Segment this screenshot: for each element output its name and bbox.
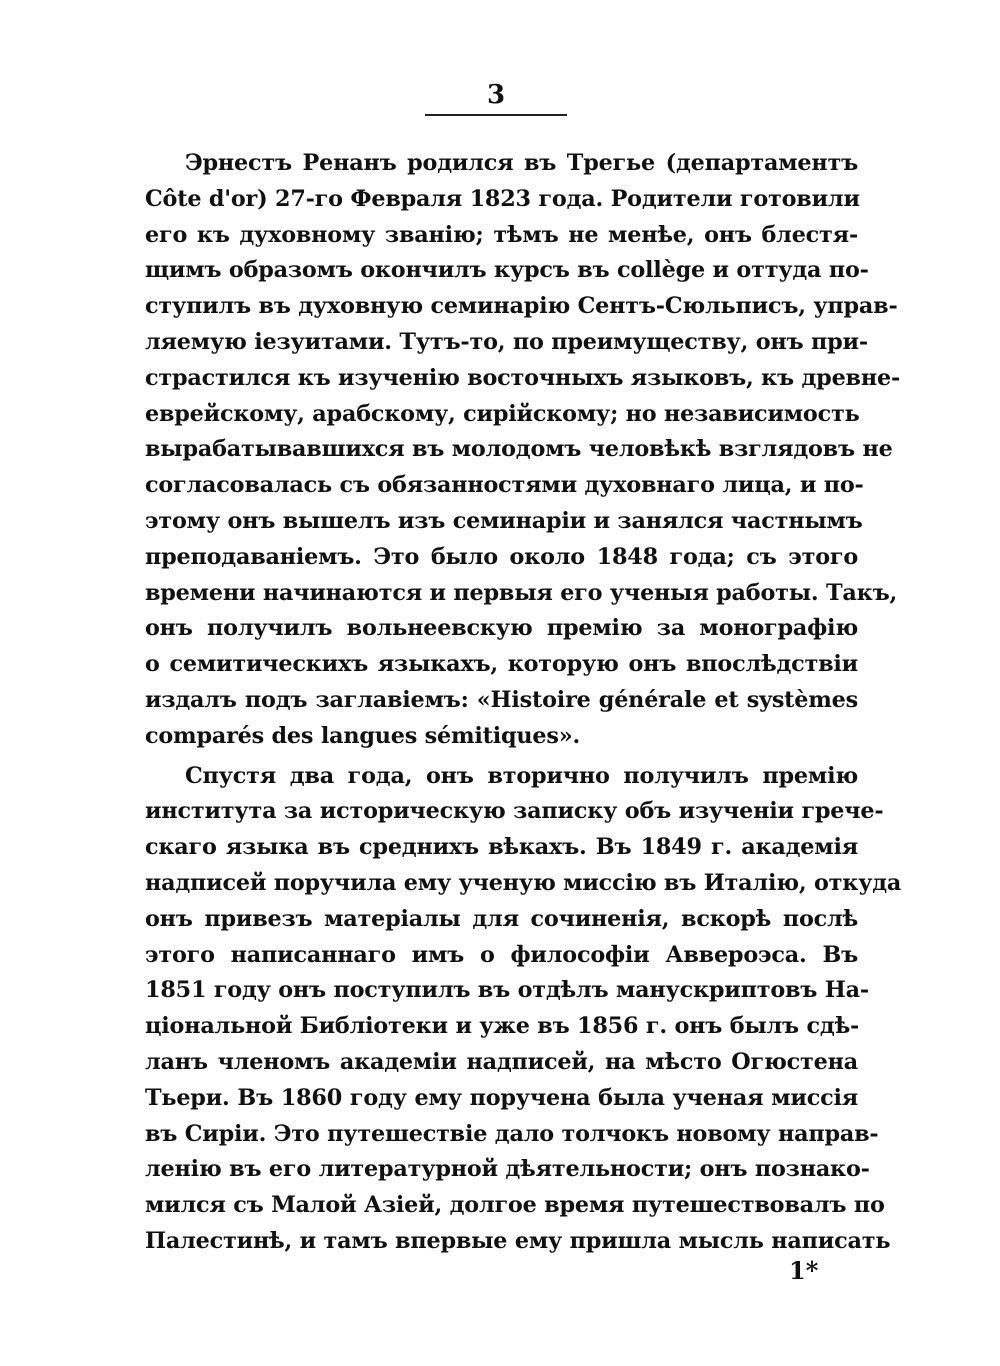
text-line: 1851 году онъ поступилъ въ отдѣлъ манускриптовъ На-: [145, 977, 869, 1004]
page-number: 3: [486, 80, 506, 110]
text-line: ляемую іезуитами. Тутъ-то, по преимуществу, онъ при-: [145, 328, 868, 355]
text-line: comparés des langues sémitiques».: [145, 722, 581, 749]
text-line: времени начинаются и первыя его ученыя работы. Такъ,: [145, 579, 898, 606]
text-line: вырабатывавшихся въ молодомъ человѣкѣ взглядовъ не: [145, 436, 893, 463]
text-line: Спустя два года, онъ вторично получилъ премію: [185, 762, 858, 789]
text-line: онъ привезъ матеріалы для сочиненія, вскорѣ послѣ: [145, 905, 858, 932]
text-line: этого написаннаго имъ о философіи Аввероэса. Въ: [145, 941, 858, 968]
text-line: института за историческую записку объ изученіи грече-: [145, 798, 884, 825]
signature-mark: 1*: [789, 1256, 819, 1285]
text-line: Эрнестъ Ренанъ родился въ Трегье (департаментъ: [185, 150, 858, 176]
text-line: еврейскому, арабскому, сирійскому; но независимость: [145, 400, 860, 427]
paragraph-2: [145, 759, 902, 1260]
body-text: [145, 146, 902, 1260]
text-line: щимъ образомъ окончилъ курсъ въ collège и оттуда по-: [145, 257, 869, 284]
text-line: этому онъ вышелъ изъ семинаріи и занялся частнымъ: [145, 507, 863, 534]
text-line: надписей поручила ему ученую миссію въ Италію, откуда: [145, 869, 902, 896]
text-line: его къ духовному званію; тѣмъ не менѣе, онъ блестя-: [145, 221, 858, 248]
text-line: преподаваніемъ. Это было около 1848 года; съ этого: [145, 543, 858, 570]
text-line: ціональной Библіотеки и уже въ 1856 г. онъ былъ сдѣ-: [145, 1013, 860, 1040]
text-line: Палестинѣ, и тамъ впервые ему пришла мысль написать: [145, 1227, 891, 1254]
text-line: ступилъ въ духовную семинарію Сентъ-Сюльписъ, управ-: [145, 293, 898, 320]
text-line: въ Сиріи. Это путешествіе дало толчокъ новому направ-: [145, 1120, 879, 1147]
text-line: онъ получилъ вольнеевскую премію за монографію: [145, 615, 858, 642]
text-line: издалъ подъ заглавіемъ: «Histoire générale et systèmes: [145, 686, 858, 713]
text-line: ланъ членомъ академіи надписей, на мѣсто Огюстена: [145, 1048, 858, 1075]
text-line: Тьери. Въ 1860 году ему поручена была ученая миссія: [145, 1084, 858, 1111]
header-rule: [425, 114, 567, 116]
text-line: ленію въ его литературной дѣятельности; онъ познако-: [145, 1156, 870, 1183]
text-line: Côte d'or) 27-го Февраля 1823 года. Родители готовили: [145, 185, 860, 212]
text-line: согласовалась съ обязанностями духовнаго лица, и по-: [145, 472, 864, 499]
text-line: скаго языка въ среднихъ вѣкахъ. Въ 1849 г. академія: [145, 834, 858, 861]
paragraph-1: [145, 146, 901, 755]
text-line: мился съ Малой Азіей, долгое время путешествовалъ по: [145, 1192, 885, 1219]
text-line: страстился къ изученію восточныхъ языковъ, къ древне-: [145, 364, 901, 391]
text-line: о семитическихъ языкахъ, которую онъ впослѣдствіи: [145, 651, 858, 678]
